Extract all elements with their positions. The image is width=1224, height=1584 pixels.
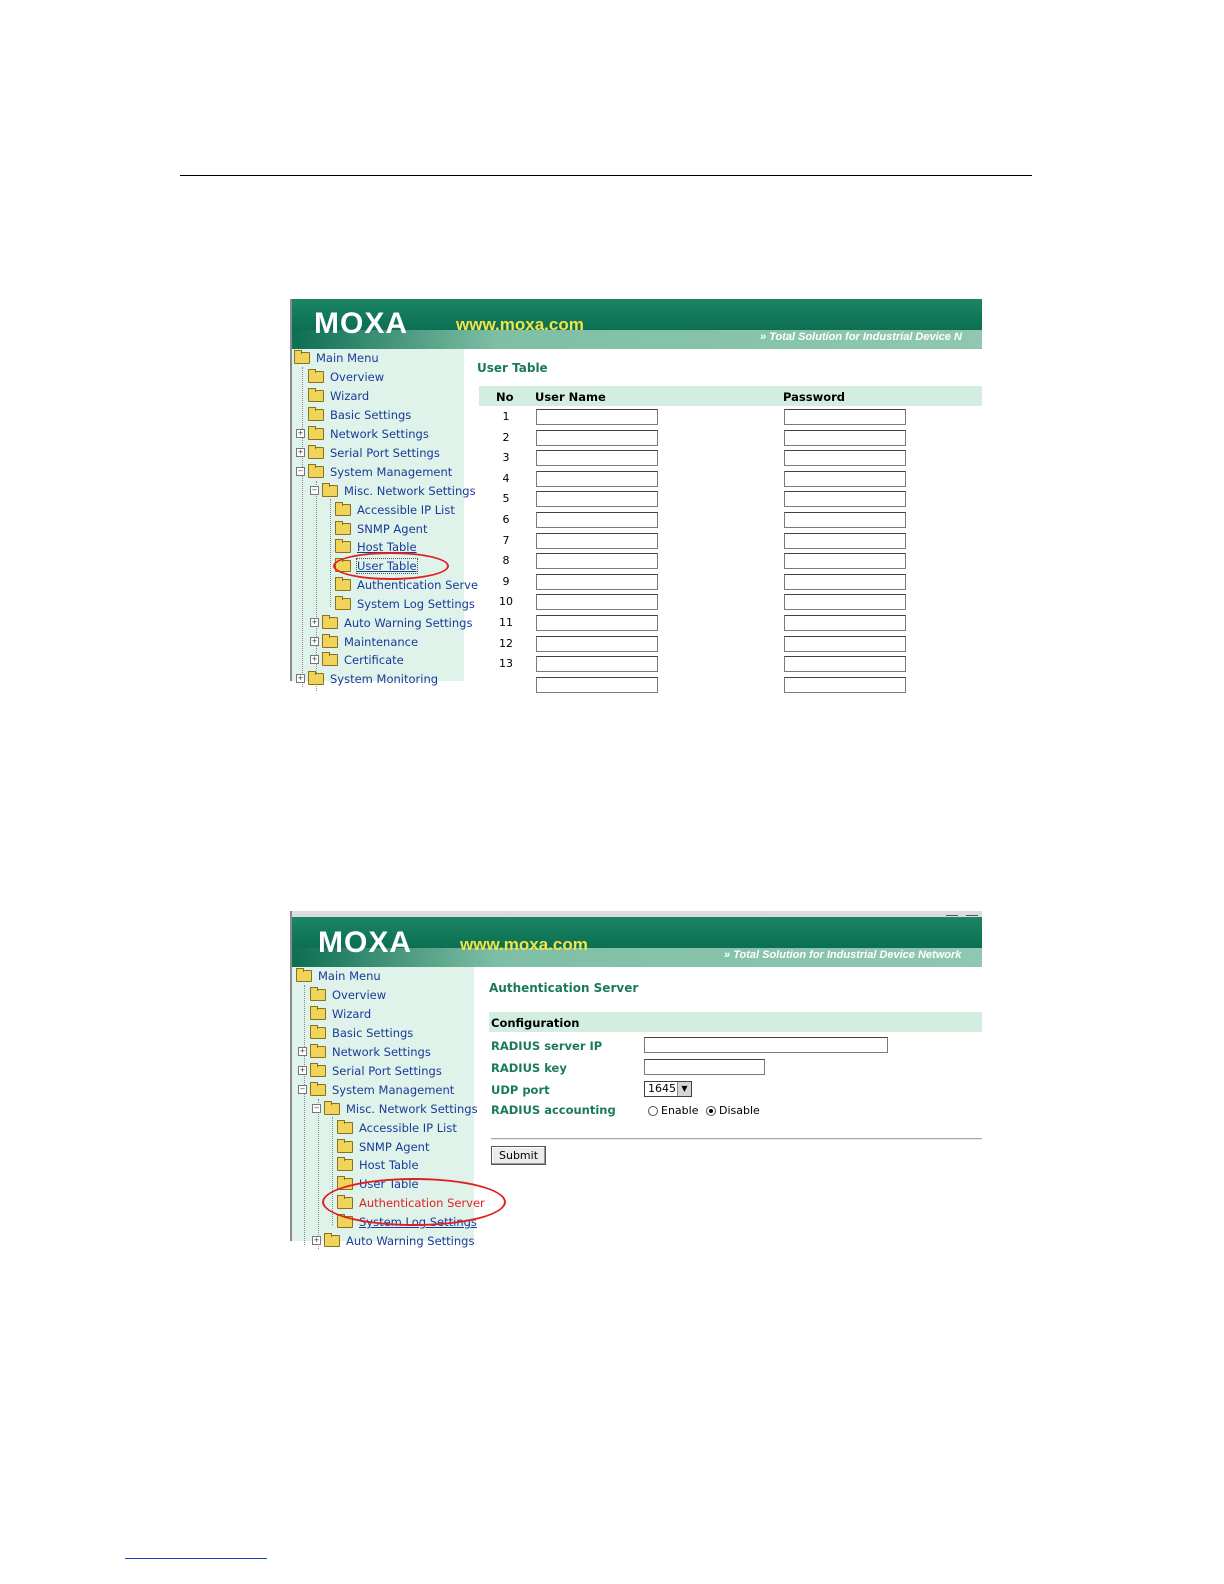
password-input[interactable] xyxy=(784,450,906,466)
menu-misc-network-settings[interactable]: Misc. Network Settings xyxy=(322,482,476,500)
moxa-logo: MOXA xyxy=(314,307,408,340)
password-input[interactable] xyxy=(784,409,906,425)
moxa-site-link[interactable]: www.moxa.com xyxy=(456,315,584,334)
folder-icon xyxy=(335,579,351,591)
folder-icon xyxy=(322,654,338,666)
user-name-input[interactable] xyxy=(536,430,658,446)
expand-plus-icon[interactable]: + xyxy=(297,448,304,456)
highlight-circle xyxy=(322,1178,506,1226)
footnote-rule xyxy=(125,1558,267,1559)
user-name-input[interactable] xyxy=(536,636,658,652)
chevron-down-icon: ▼ xyxy=(677,1082,691,1096)
column-password: Password xyxy=(783,390,845,404)
menu-user-table[interactable]: User Table xyxy=(337,1175,419,1193)
user-name-input[interactable] xyxy=(536,553,658,569)
row-number: 10 xyxy=(499,595,513,609)
password-input[interactable] xyxy=(784,491,906,507)
folder-icon xyxy=(310,989,326,1001)
menu-authentication-server[interactable]: Authentication Server xyxy=(337,1194,485,1212)
folder-icon xyxy=(310,1065,326,1077)
menu-snmp-agent[interactable]: SNMP Agent xyxy=(335,520,427,538)
page-title: Authentication Server xyxy=(489,981,639,995)
menu-misc-network-settings[interactable]: Misc. Network Settings xyxy=(324,1100,478,1118)
expand-plus-icon[interactable]: + xyxy=(311,655,318,663)
row-number: 4 xyxy=(502,471,510,485)
folder-icon xyxy=(310,1027,326,1039)
user-name-input[interactable] xyxy=(536,512,658,528)
password-input[interactable] xyxy=(784,636,906,652)
menu-auto-warning-settings[interactable]: Auto Warning Settings xyxy=(322,614,472,632)
password-input[interactable] xyxy=(784,553,906,569)
menu-snmp-agent[interactable]: SNMP Agent xyxy=(337,1138,429,1156)
user-name-input[interactable] xyxy=(536,574,658,590)
folder-icon xyxy=(335,504,351,516)
menu-network-settings[interactable]: Network Settings xyxy=(308,425,429,443)
user-name-input[interactable] xyxy=(536,533,658,549)
row-number: 3 xyxy=(502,451,510,465)
menu-system-management[interactable]: System Management xyxy=(308,463,452,481)
radius-server-ip-input[interactable] xyxy=(644,1037,888,1053)
collapse-minus-icon[interactable]: − xyxy=(299,1085,306,1093)
user-name-input[interactable] xyxy=(536,656,658,672)
table-header xyxy=(479,386,982,406)
folder-icon xyxy=(308,390,324,402)
screenshot-user-table xyxy=(290,299,982,686)
row-number: 13 xyxy=(499,657,513,671)
radius-key-input[interactable] xyxy=(644,1059,765,1075)
expand-plus-icon[interactable]: + xyxy=(297,674,304,682)
folder-icon xyxy=(308,447,324,459)
radius-server-ip-label: RADIUS server IP xyxy=(491,1039,603,1053)
folder-open-icon xyxy=(310,1084,326,1096)
submit-button[interactable]: Submit xyxy=(491,1146,546,1165)
menu-system-monitoring[interactable]: System Monitoring xyxy=(308,670,438,688)
moxa-banner xyxy=(292,299,982,349)
configuration-header: Configuration xyxy=(489,1012,982,1032)
maximize-icon[interactable] xyxy=(966,911,978,916)
folder-open-icon xyxy=(294,352,310,364)
moxa-logo: MOXA xyxy=(318,926,412,959)
expand-plus-icon[interactable]: + xyxy=(313,1236,320,1244)
folder-icon xyxy=(322,636,338,648)
menu-network-settings[interactable]: Network Settings xyxy=(310,1043,431,1061)
folder-icon xyxy=(310,1008,326,1020)
folder-open-icon xyxy=(296,970,312,982)
password-input[interactable] xyxy=(784,533,906,549)
row-number: 12 xyxy=(499,636,513,650)
folder-icon xyxy=(324,1235,340,1247)
menu-system-management[interactable]: System Management xyxy=(310,1081,454,1099)
password-input[interactable] xyxy=(784,656,906,672)
expand-plus-icon[interactable]: + xyxy=(299,1047,306,1055)
folder-icon xyxy=(308,428,324,440)
udp-port-label: UDP port xyxy=(491,1083,550,1097)
expand-plus-icon[interactable]: + xyxy=(311,637,318,645)
user-name-input[interactable] xyxy=(536,450,658,466)
divider xyxy=(491,1138,982,1140)
folder-icon xyxy=(337,1141,353,1153)
folder-open-icon xyxy=(322,485,338,497)
folder-icon xyxy=(310,1046,326,1058)
menu-maintenance[interactable]: Maintenance xyxy=(322,633,418,651)
radio-disable[interactable]: Disable xyxy=(706,1104,760,1117)
menu-certificate[interactable]: Certificate xyxy=(322,651,404,669)
password-input[interactable] xyxy=(784,677,906,693)
radius-accounting-label: RADIUS accounting xyxy=(491,1103,616,1117)
folder-icon xyxy=(335,598,351,610)
column-no: No xyxy=(496,390,514,404)
page-title: User Table xyxy=(477,361,548,375)
menu-serial-port-settings[interactable]: Serial Port Settings xyxy=(310,1062,442,1080)
header-rule xyxy=(180,175,1032,176)
user-name-input[interactable] xyxy=(536,471,658,487)
highlight-circle xyxy=(333,552,449,580)
password-input[interactable] xyxy=(784,574,906,590)
menu-serial-port-settings[interactable]: Serial Port Settings xyxy=(308,444,440,462)
user-name-input[interactable] xyxy=(536,491,658,507)
row-number: 8 xyxy=(502,554,510,568)
radius-key-label: RADIUS key xyxy=(491,1061,567,1075)
menu-accessible-ip-list[interactable]: Accessible IP List xyxy=(337,1119,457,1137)
menu-overview[interactable]: Overview xyxy=(310,986,386,1004)
menu-overview[interactable]: Overview xyxy=(308,368,384,386)
row-number: 6 xyxy=(502,513,510,526)
password-input[interactable] xyxy=(784,430,906,446)
collapse-minus-icon[interactable]: − xyxy=(313,1104,320,1112)
collapse-minus-icon[interactable]: − xyxy=(297,467,304,475)
menu-basic-settings[interactable]: Basic Settings xyxy=(310,1024,413,1042)
user-name-input[interactable] xyxy=(536,409,658,425)
radio-enable[interactable]: Enable xyxy=(648,1104,698,1117)
udp-port-select[interactable]: 1645 ▼ xyxy=(644,1081,692,1097)
row-number: 1 xyxy=(502,410,510,423)
menu-wizard[interactable]: Wizard xyxy=(310,1005,371,1023)
password-input[interactable] xyxy=(784,471,906,487)
expand-plus-icon[interactable]: + xyxy=(299,1066,306,1074)
user-name-input[interactable] xyxy=(536,677,658,693)
folder-icon xyxy=(308,673,324,685)
menu-system-log-settings[interactable]: System Log Settings xyxy=(335,595,475,613)
row-number: 2 xyxy=(502,430,510,444)
user-name-input[interactable] xyxy=(536,594,658,610)
screenshot-authentication-server xyxy=(290,911,982,1248)
menu-wizard[interactable]: Wizard xyxy=(308,387,369,405)
menu-user-table[interactable]: User Table xyxy=(335,557,417,575)
moxa-site-link[interactable]: www.moxa.com xyxy=(460,935,588,954)
folder-open-icon xyxy=(308,466,324,478)
banner-tagline: » Total Solution for Industrial Device N xyxy=(760,331,962,343)
password-input[interactable] xyxy=(784,615,906,631)
folder-icon xyxy=(322,617,338,629)
user-name-input[interactable] xyxy=(536,615,658,631)
folder-icon xyxy=(337,1159,353,1171)
menu-auto-warning-settings[interactable]: Auto Warning Settings xyxy=(324,1232,474,1250)
folder-open-icon xyxy=(324,1103,340,1115)
menu-main[interactable]: Main Menu xyxy=(296,967,381,985)
expand-plus-icon[interactable]: + xyxy=(297,429,304,437)
row-number: 7 xyxy=(502,533,510,547)
folder-icon xyxy=(337,1122,353,1134)
password-input[interactable] xyxy=(784,512,906,528)
menu-system-log-settings[interactable]: System Log Settings xyxy=(337,1213,477,1231)
menu-host-table[interactable]: Host Table xyxy=(337,1156,419,1174)
main-menu-sidebar xyxy=(292,349,479,686)
minimize-icon[interactable] xyxy=(946,911,958,916)
folder-icon xyxy=(335,523,351,535)
password-input[interactable] xyxy=(784,594,906,610)
menu-host-table[interactable]: Host Table xyxy=(335,538,417,556)
row-number: 11 xyxy=(499,616,513,629)
moxa-banner xyxy=(292,917,982,967)
folder-icon xyxy=(308,409,324,421)
menu-basic-settings[interactable]: Basic Settings xyxy=(308,406,411,424)
menu-accessible-ip-list[interactable]: Accessible IP List xyxy=(335,501,455,519)
collapse-minus-icon[interactable]: − xyxy=(311,486,318,494)
expand-plus-icon[interactable]: + xyxy=(311,618,318,626)
menu-authentication-server[interactable]: Authentication Serve xyxy=(335,576,478,594)
banner-tagline: » Total Solution for Industrial Device Network xyxy=(724,949,962,961)
row-number: 9 xyxy=(502,574,510,588)
row-number: 5 xyxy=(502,492,510,506)
column-user-name: User Name xyxy=(535,390,606,404)
folder-icon xyxy=(308,371,324,383)
menu-main[interactable]: Main Menu xyxy=(294,349,379,367)
folder-icon xyxy=(335,541,351,553)
